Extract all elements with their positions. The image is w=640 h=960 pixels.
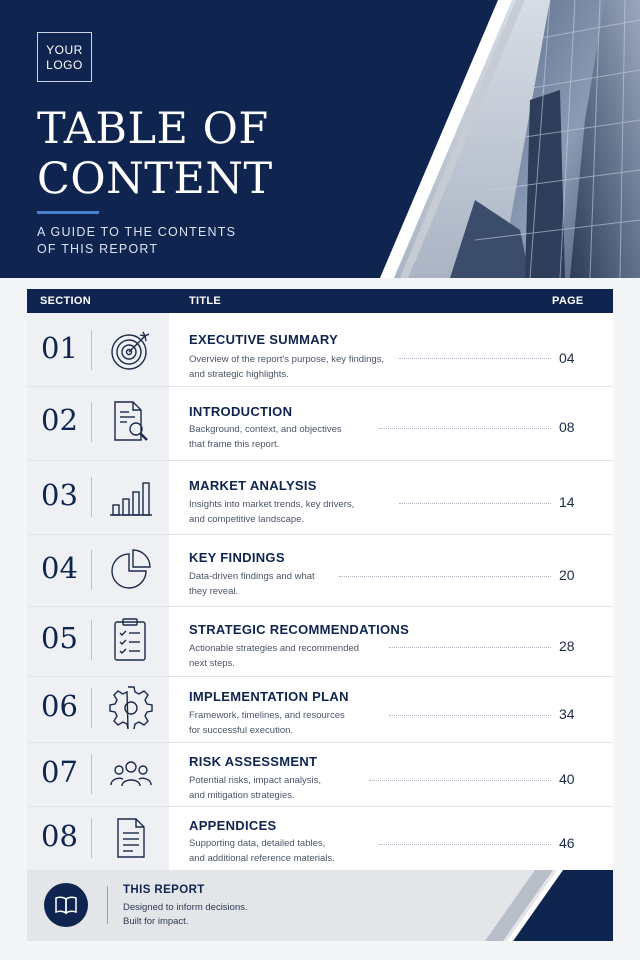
row-description-line2: they reveal. [189, 586, 239, 597]
footer-decoration [483, 870, 613, 941]
clipboard-checklist-icon [109, 618, 153, 662]
section-number: 04 [41, 551, 78, 585]
dot-leader [379, 428, 551, 429]
row-description-line2: and strategic highlights. [189, 369, 289, 380]
table-row[interactable] [27, 807, 613, 870]
page-title [37, 104, 273, 204]
row-description-line1: Background, context, and objectives [189, 424, 342, 435]
row-divider [91, 818, 92, 858]
table-row[interactable] [27, 535, 613, 607]
gear-icon [109, 686, 153, 730]
page-number: 34 [559, 706, 575, 722]
row-title: RISK ASSESSMENT [189, 754, 318, 769]
contents-table [27, 289, 613, 870]
section-number: 01 [41, 331, 78, 365]
page-subtitle-line2: OF THIS REPORT [37, 242, 159, 256]
row-description-line2: and additional reference materials. [189, 853, 335, 864]
row-title: APPENDICES [189, 818, 277, 833]
row-description [189, 641, 399, 671]
page-title-line1: TABLE OF [37, 104, 269, 154]
dot-leader [389, 647, 551, 648]
row-description [189, 422, 399, 452]
table-row[interactable] [27, 461, 613, 535]
row-description-line2: and competitive landscape. [189, 514, 305, 525]
footer-title: THIS REPORT [123, 884, 205, 896]
row-description-line2: for successful execution. [189, 725, 294, 736]
footer-text [123, 901, 248, 929]
page-number: 08 [559, 419, 575, 435]
people-group-icon [109, 752, 153, 796]
dot-leader [369, 780, 551, 781]
section-number: 02 [41, 403, 78, 437]
row-description-line1: Data-driven findings and what [189, 571, 315, 582]
row-description-line1: Insights into market trends, key drivers, [189, 499, 355, 510]
row-divider [91, 330, 92, 370]
section-number: 06 [41, 689, 78, 723]
table-row[interactable] [27, 387, 613, 461]
page-subtitle [37, 224, 267, 258]
row-description-line2: that frame this report. [189, 439, 280, 450]
bar-chart-icon [109, 475, 153, 519]
header-banner [0, 0, 640, 278]
page-number: 28 [559, 638, 575, 654]
pie-chart-icon [109, 548, 153, 592]
row-title: STRATEGIC RECOMMENDATIONS [189, 622, 410, 637]
title-accent-rule [37, 211, 99, 214]
page-number: 40 [559, 771, 575, 787]
building-photo [380, 0, 640, 278]
row-description-line2: next steps. [189, 658, 235, 669]
table-row[interactable] [27, 313, 613, 387]
row-description-line1: Overview of the report's purpose, key findings, [189, 354, 385, 365]
row-description-line1: Potential risks, impact analysis, [189, 775, 321, 786]
open-book-icon [44, 883, 88, 927]
footer-banner [27, 870, 613, 941]
row-description [189, 836, 399, 866]
row-title: EXECUTIVE SUMMARY [189, 332, 339, 347]
column-header-page: PAGE [552, 295, 584, 307]
section-number: 08 [41, 819, 78, 853]
row-title: MARKET ANALYSIS [189, 478, 317, 493]
document-search-icon [109, 400, 153, 444]
page-number: 20 [559, 567, 575, 583]
table-row[interactable] [27, 677, 613, 743]
row-description [189, 569, 399, 599]
dot-leader [389, 715, 551, 716]
row-divider [91, 688, 92, 728]
page-number: 46 [559, 835, 575, 851]
row-description-line1: Actionable strategies and recommended [189, 643, 360, 654]
row-description [189, 497, 399, 527]
logo-text-line1: YOUR [46, 43, 83, 57]
page-title-line2: CONTENT [37, 154, 273, 204]
page-subtitle-line1: A GUIDE TO THE CONTENTS [37, 225, 237, 239]
page-number: 14 [559, 494, 575, 510]
row-description [189, 773, 399, 803]
row-title: IMPLEMENTATION PLAN [189, 689, 349, 704]
document-icon [109, 816, 153, 860]
column-header-title: TITLE [189, 295, 222, 307]
section-number: 03 [41, 478, 78, 512]
target-icon [109, 328, 153, 372]
dot-leader [399, 503, 551, 504]
dot-leader [399, 358, 551, 359]
table-header [27, 289, 613, 313]
logo-text-line2: LOGO [46, 58, 83, 72]
row-divider [91, 477, 92, 517]
row-divider [91, 754, 92, 794]
table-row[interactable] [27, 743, 613, 807]
row-title: INTRODUCTION [189, 404, 293, 419]
footer-divider [107, 886, 108, 924]
page-number: 04 [559, 350, 575, 366]
footer-text-line1: Designed to inform decisions. [123, 902, 248, 913]
row-divider [91, 550, 92, 590]
row-divider [91, 620, 92, 660]
row-description-line1: Supporting data, detailed tables, [189, 838, 326, 849]
logo-placeholder [37, 32, 92, 82]
section-number: 05 [41, 621, 78, 655]
row-description-line2: and mitigation strategies. [189, 790, 295, 801]
dot-leader [379, 844, 551, 845]
row-description [189, 708, 399, 738]
row-description-line1: Framework, timelines, and resources [189, 710, 345, 721]
row-description [189, 352, 399, 382]
footer-text-line2: Built for impact. [123, 916, 189, 927]
section-number: 07 [41, 755, 78, 789]
row-divider [91, 402, 92, 442]
table-row[interactable] [27, 607, 613, 677]
row-title: KEY FINDINGS [189, 550, 285, 565]
column-header-section: SECTION [40, 295, 91, 307]
dot-leader [339, 576, 551, 577]
